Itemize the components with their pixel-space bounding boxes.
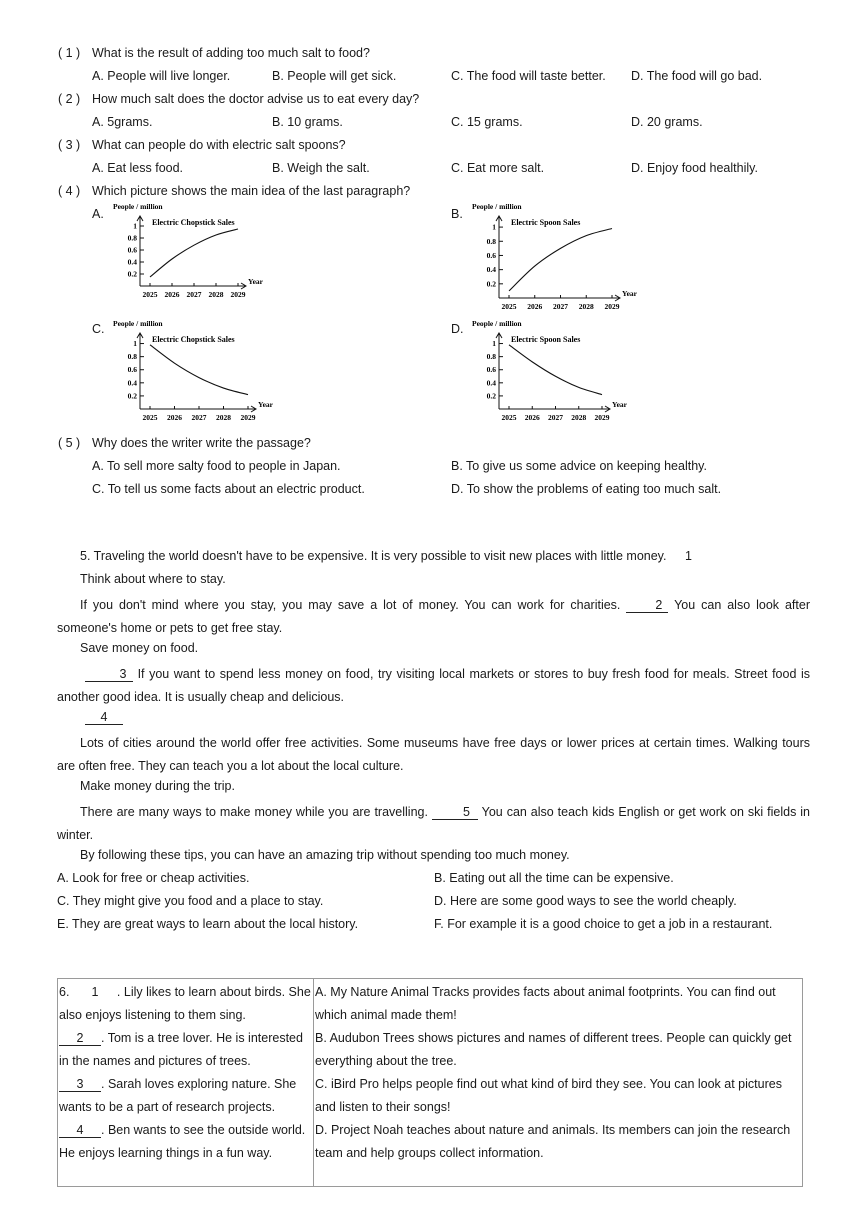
chart-title: Electric Chopstick Sales: [152, 218, 235, 227]
option-a[interactable]: A. 5grams.: [92, 115, 153, 129]
x-tick-label: 2026: [527, 302, 543, 311]
chart-option-d: [467, 317, 632, 431]
option-e[interactable]: E. They are great ways to learn about the local history.: [57, 917, 359, 931]
option-c[interactable]: C. They might give you food and a place to stay.: [57, 894, 324, 908]
y-tick-label: 0.4: [127, 257, 137, 267]
x-tick-label: 2026: [164, 290, 180, 299]
y-tick-label: 0.8: [486, 352, 496, 362]
x-tick-label: 2028: [216, 413, 231, 422]
paragraph-text: You can also look after someone's home or pets to get free stay.: [57, 598, 810, 635]
match-blank-3[interactable]: 3: [59, 1077, 101, 1092]
left-column: [58, 979, 314, 1187]
chart-group: [472, 202, 638, 311]
match-blank-4[interactable]: 4: [59, 1123, 101, 1138]
app-option-b[interactable]: B. Audubon Trees shows pictures and names of different trees. People can quickly get everything about the tree.: [315, 1031, 792, 1068]
blank-4-line: [85, 709, 123, 725]
question-stem: What can people do with electric salt spoons?: [92, 138, 346, 152]
y-tick-label: 0.8: [127, 352, 137, 362]
section-number: 6.: [59, 985, 70, 999]
x-tick-label: 2027: [186, 290, 202, 299]
question-stem: Which picture shows the main idea of the last paragraph?: [92, 184, 411, 198]
list-item: [59, 981, 313, 1027]
app-option-c[interactable]: C. iBird Pro helps people find out what kind of bird they see. You can look at pictures and listen to their songs!: [315, 1077, 782, 1114]
paragraph-money: [57, 801, 810, 847]
paragraph-text: There are many ways to make money while you are travelling.: [80, 805, 428, 819]
person-description: . Lily likes to learn about birds. She also enjoys listening to them sing.: [59, 985, 311, 1022]
option-a[interactable]: A. Eat less food.: [92, 161, 184, 175]
x-tick-label: 2027: [191, 413, 207, 422]
x-tick-label: 2027: [548, 413, 563, 422]
option-b[interactable]: B. Eating out all the time can be expensive.: [434, 871, 674, 885]
series-line: [509, 345, 602, 395]
x-axis-label: Year: [622, 289, 637, 298]
y-tick-label: 1: [133, 221, 137, 231]
y-tick-label: 1: [492, 222, 496, 232]
chart-title: Electric Spoon Sales: [511, 218, 581, 227]
app-option-a[interactable]: A. My Nature Animal Tracks provides facts about animal footprints. You can find out which animal made them!: [315, 985, 776, 1022]
option-d-label[interactable]: D.: [451, 322, 464, 336]
option-c[interactable]: C. To tell us some facts about an electric product.: [92, 482, 365, 496]
paragraph-food: [57, 663, 810, 709]
list-item: [59, 1073, 313, 1119]
series-line: [150, 229, 238, 277]
question-stem: How much salt does the doctor advise us to eat every day?: [92, 92, 420, 106]
y-tick-label: 1: [133, 339, 137, 349]
option-c-label[interactable]: C.: [92, 322, 105, 336]
x-tick-label: 2025: [501, 413, 517, 422]
option-b[interactable]: B. To give us some advice on keeping healthy.: [451, 459, 707, 473]
heading-food: Save money on food.: [80, 641, 199, 655]
question-number: ( 1 ): [58, 46, 81, 60]
y-tick-label: 0.8: [127, 233, 137, 243]
x-tick-label: 2026: [167, 413, 182, 422]
intro-text: 5. Traveling the world doesn't have to be expensive. It is very possible to visit new places with little money.: [80, 549, 667, 563]
paragraph-activities: Lots of cities around the world offer free activities. Some museums have free days or lower prices at certain times. Walking tours are often free. They can teach you a lot about the local culture.: [57, 736, 810, 773]
x-tick-label: 2027: [553, 302, 568, 311]
person-description: . Sarah loves exploring nature. She wants to be a part of research projects.: [59, 1077, 297, 1114]
y-axis-label: People / million: [113, 202, 163, 211]
x-tick-label: 2029: [230, 290, 246, 299]
x-tick-label: 2028: [578, 302, 594, 311]
x-tick-label: 2029: [594, 413, 610, 422]
paragraph-text: If you don't mind where you stay, you may save a lot of money. You can work for charities.: [80, 598, 621, 612]
question-number: ( 5 ): [58, 436, 81, 450]
option-a[interactable]: A. People will live longer.: [92, 69, 231, 83]
x-axis-label: Year: [612, 400, 627, 409]
y-tick-label: 0.6: [486, 365, 496, 375]
person-description: . Ben wants to see the outside world. He enjoys learning things in a fun way.: [59, 1123, 306, 1160]
x-tick-label: 2029: [240, 413, 256, 422]
option-f[interactable]: F. For example it is a good choice to get a job in a restaurant.: [434, 917, 773, 931]
blank-3[interactable]: 3: [85, 667, 133, 682]
x-tick-label: 2025: [501, 302, 517, 311]
option-b[interactable]: B. Weigh the salt.: [272, 161, 370, 175]
option-b-label[interactable]: B.: [451, 207, 463, 221]
chart-group: [472, 319, 628, 422]
option-d[interactable]: D. To show the problems of eating too much salt.: [451, 482, 722, 496]
y-axis-label: People / million: [113, 319, 163, 328]
paragraph-text: If you want to spend less money on food, try visiting local markets or stores to buy fresh food for meals. Street food is another good idea. It is usually cheap and delicious.: [57, 667, 810, 704]
option-a[interactable]: A. To sell more salty food to people in Japan.: [92, 459, 341, 473]
option-d[interactable]: D. 20 grams.: [631, 115, 703, 129]
paragraph-text: You can also teach kids English or get work on ski fields in winter.: [57, 805, 810, 842]
x-tick-label: 2026: [524, 413, 540, 422]
heading-money: Make money during the trip.: [80, 779, 235, 793]
question-stem: Why does the writer write the passage?: [92, 436, 311, 450]
conclusion-paragraph: By following these tips, you can have an amazing trip without spending too much money.: [80, 848, 570, 862]
option-d[interactable]: D. Here are some good ways to see the world cheaply.: [434, 894, 737, 908]
blank-4[interactable]: 4: [85, 710, 123, 725]
option-a-label[interactable]: A.: [92, 207, 104, 221]
x-tick-label: 2028: [208, 290, 224, 299]
app-option-d[interactable]: D. Project Noah teaches about nature and animals. Its members can join the research team and help groups collect information.: [315, 1123, 791, 1160]
paragraph-stay: [57, 594, 810, 640]
chart-option-b: [467, 200, 642, 320]
chart-group: [113, 202, 264, 299]
heading-stay: Think about where to stay.: [80, 572, 226, 586]
option-a[interactable]: A. Look for free or cheap activities.: [57, 871, 250, 885]
chart-title: Electric Spoon Sales: [511, 335, 581, 344]
y-tick-label: 0.6: [486, 250, 496, 260]
y-tick-label: 0.6: [127, 245, 137, 255]
chart-title: Electric Chopstick Sales: [152, 335, 235, 344]
y-axis-label: People / million: [472, 319, 522, 328]
y-axis-label: People / million: [472, 202, 522, 211]
match-blank-2[interactable]: 2: [59, 1031, 101, 1046]
option-c[interactable]: C. 15 grams.: [451, 115, 523, 129]
y-tick-label: 0.2: [486, 279, 496, 289]
y-tick-label: 1: [492, 339, 496, 349]
blank-1[interactable]: 1: [685, 549, 692, 563]
match-blank-1[interactable]: 1: [91, 985, 99, 999]
person-description: . Tom is a tree lover. He is interested in the names and pictures of trees.: [59, 1031, 303, 1068]
y-tick-label: 0.2: [127, 269, 137, 279]
y-tick-label: 0.8: [486, 236, 496, 246]
x-tick-label: 2025: [142, 413, 158, 422]
question-stem: What is the result of adding too much salt to food?: [92, 46, 370, 60]
question-number: ( 4 ): [58, 184, 81, 198]
x-axis-label: Year: [248, 277, 263, 286]
x-axis-label: Year: [258, 400, 273, 409]
option-c[interactable]: C. The food will taste better.: [451, 69, 606, 83]
option-b[interactable]: B. People will get sick.: [272, 69, 397, 83]
list-item: [59, 1027, 313, 1073]
y-tick-label: 0.4: [486, 378, 496, 388]
option-d[interactable]: D. Enjoy food healthily.: [631, 161, 758, 175]
option-d[interactable]: D. The food will go bad.: [631, 69, 763, 83]
series-line: [509, 229, 612, 291]
right-column: [314, 979, 803, 1187]
table-row: [58, 979, 803, 1187]
question-number: ( 2 ): [58, 92, 81, 106]
x-tick-label: 2028: [571, 413, 587, 422]
y-tick-label: 0.4: [127, 378, 137, 388]
list-item: [59, 1119, 313, 1165]
question-number: ( 3 ): [58, 138, 81, 152]
x-tick-label: 2025: [142, 290, 158, 299]
matching-table: [57, 978, 803, 1187]
y-tick-label: 0.2: [486, 391, 496, 401]
x-tick-label: 2029: [604, 302, 620, 311]
series-line: [150, 345, 248, 395]
option-c[interactable]: C. Eat more salt.: [451, 161, 545, 175]
chart-group: [113, 319, 274, 422]
y-tick-label: 0.2: [127, 391, 137, 401]
chart-option-a: [108, 200, 268, 308]
chart-option-c: [108, 317, 278, 431]
blank-5[interactable]: 5: [432, 805, 478, 820]
intro-paragraph: [80, 548, 692, 564]
y-tick-label: 0.6: [127, 365, 137, 375]
y-tick-label: 0.4: [486, 265, 496, 275]
blank-2[interactable]: 2: [626, 598, 668, 613]
option-b[interactable]: B. 10 grams.: [272, 115, 343, 129]
